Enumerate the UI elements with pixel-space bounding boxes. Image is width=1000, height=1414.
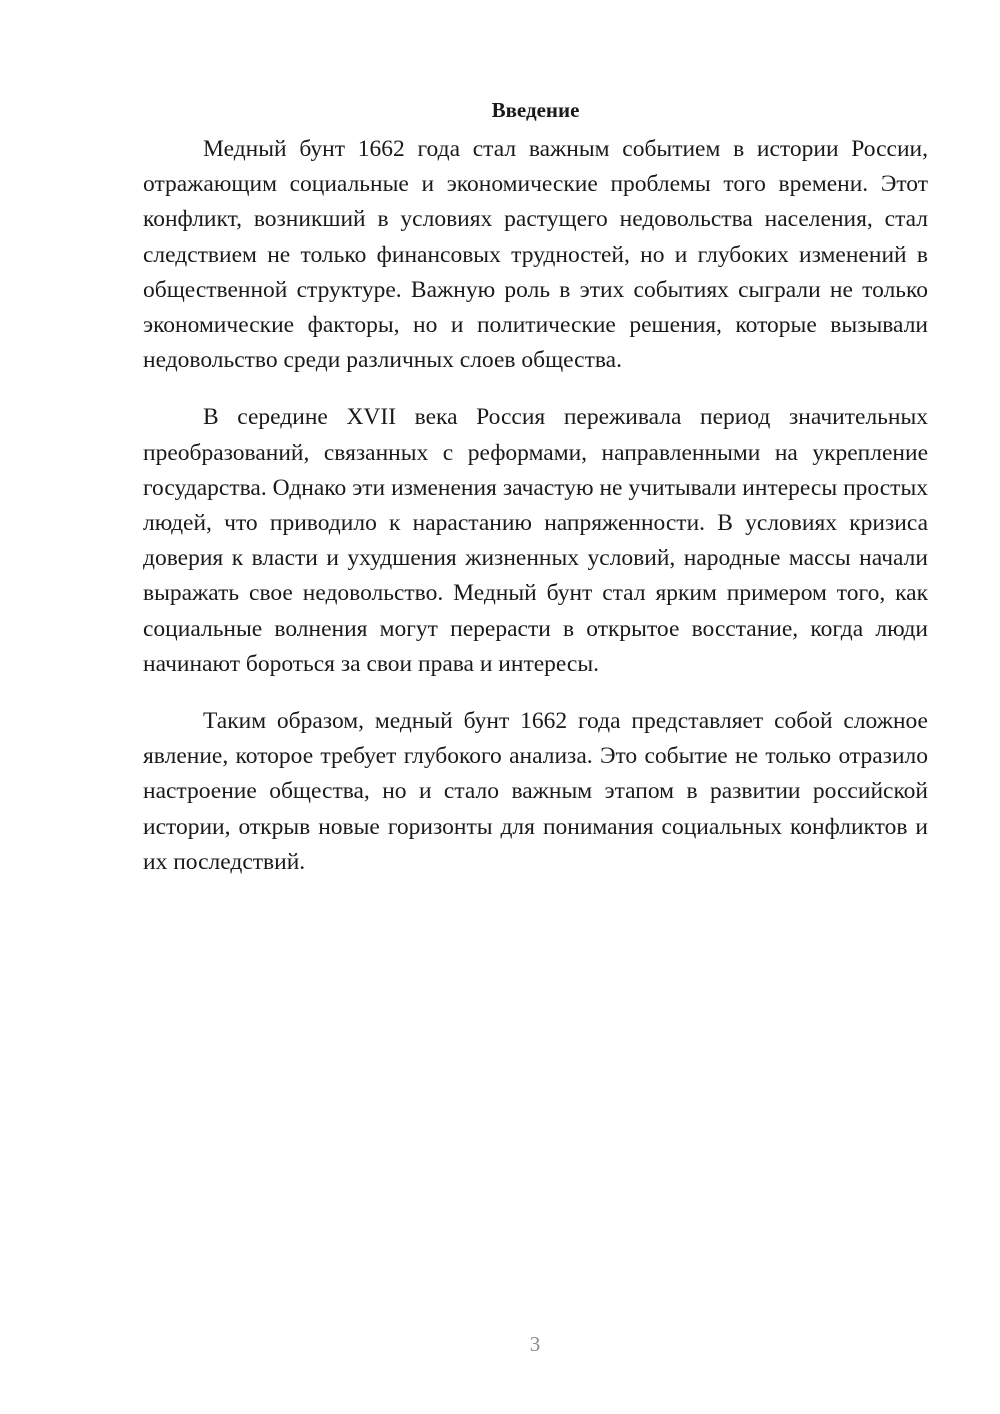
section-heading: Введение (491, 98, 580, 122)
page-number: 3 (529, 1332, 541, 1356)
paragraph-1: Медный бунт 1662 года стал важным событием в истории России, отражающим социальные и экономические проблемы того времени. Этот конфликт, возникший в условиях растущего недовольства населения, стал следствием не только финансовых трудностей, но и глубоких изменений в общественной структуре. Важную роль в этих событиях сыграли не только экономические факторы, но и политические решения, которые вызывали недовольство среди различных слоев общества. (143, 136, 928, 374)
paragraph-3: Таким образом, медный бунт 1662 года представляет собой сложное явление, которое требует глубокого анализа. Это событие не только отразило настроение общества, но и стало важным этапом в развитии российской истории, открыв новые горизонты для понимания социальных конфликтов и их последствий. (143, 708, 928, 875)
paragraph-2: В середине XVII века Россия переживала период значительных преобразований, связанных с реформами, направленными на укрепление государства. Однако эти изменения зачастую не учитывали интересы простых людей, что приводило к нарастанию напряженности. В условиях кризиса доверия к власти и ухудшения жизненных условий, народные массы начали выражать свое недовольство. Медный бунт стал ярким примером того, как социальные волнения могут перерасти в открытое восстание, когда люди начинают бороться за свои права и интересы. (143, 404, 928, 677)
page-content (143, 92, 928, 902)
